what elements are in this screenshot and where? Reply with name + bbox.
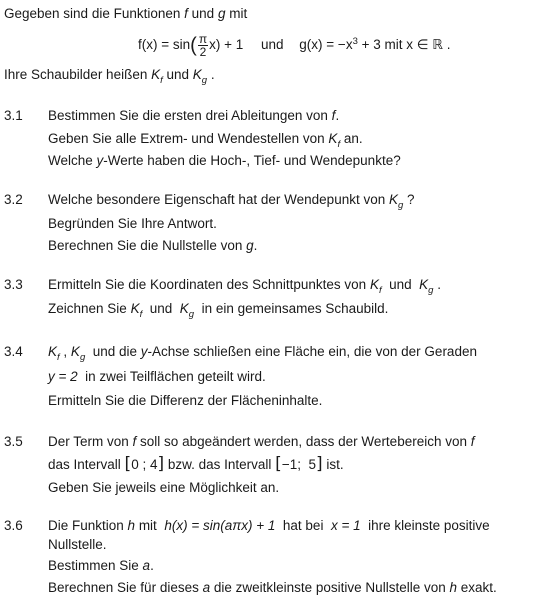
task-3-2-line-2: Begründen Sie Ihre Antwort.	[48, 216, 217, 231]
task-3-6-line-1: Die Funktion h mit h(x) = sin(aπx) + 1 hat bei x = 1 ihre kleinste positive	[48, 518, 490, 533]
task-3-2-line-3: Berechnen Sie die Nullstelle von g.	[48, 238, 258, 253]
task-3-6-line-3: Bestimmen Sie a.	[48, 558, 154, 573]
intro-line-1	[4, 6, 247, 22]
task-3-3-line-1: Ermitteln Sie die Koordinaten des Schnittpunktes von $K_f$ und $K_g$ .	[48, 277, 441, 296]
task-3-3-line-2: Zeichnen Sie $K_f$ und $K_g$ in ein gemeinsames Schaubild.	[48, 301, 389, 320]
task-3-5-line-3: Geben Sie jeweils eine Möglichkeit an.	[48, 480, 280, 495]
interval-1: 0 ; 4	[131, 457, 158, 472]
task-3-6-line-4: Berechnen Sie für dieses a die zweitkleinste positive Nullstelle von h exakt.	[48, 580, 497, 595]
task-3-1-line-2: Geben Sie alle Extrem- und Wendestellen von $K_f$ an.	[48, 131, 363, 150]
function-definitions: f(x) = sin( $\frac{\pi}{2}$ x) + 1 und $g(x) = -x^3 + 3$ mit x ∈ ℝ .	[138, 31, 451, 59]
task-number: 3.1	[4, 108, 23, 123]
f-definition: f(x) = sin	[138, 37, 191, 52]
task-3-5-line-2: das Intervall [0 ; 4] bzw. das Intervall [−1; 5] ist.	[48, 454, 344, 474]
task-number: 3.5	[4, 434, 23, 449]
task-3-1-line-3: Welche y-Werte haben die Hoch-, Tief- und Wendepunkte?	[48, 153, 401, 168]
task-3-4-line-3: Ermitteln Sie die Differenz der Flächeninhalte.	[48, 393, 323, 408]
g-definition-end: + 3 mit x ∈ ℝ .	[357, 37, 451, 52]
task-number: 3.3	[4, 277, 23, 292]
intro-text: Gegeben sind die Funktionen	[4, 6, 185, 21]
intro-line-3: Ihre Schaubilder heißen $K_f$ und $K_g$ .	[4, 67, 215, 86]
task-3-2-line-1: Welche besondere Eigenschaft hat der Wendepunkt von $K_g$ ?	[48, 192, 415, 211]
var-g: g	[217, 6, 226, 21]
task-number: 3.6	[4, 518, 23, 533]
task-3-4-line-1: $K_f$ , $K_g$ und die y-Achse schließen eine Fläche ein, die von der Geraden	[48, 344, 477, 363]
intro-text: mit	[225, 6, 248, 21]
intro-text: und	[187, 6, 218, 21]
task-3-5-line-1: Der Term von f soll so abgeändert werden, dass der Wertebereich von f	[48, 434, 475, 449]
task-3-4-line-2: y = 2 in zwei Teilflächen geteilt wird.	[48, 369, 266, 384]
g-definition: g(x) = −x	[299, 37, 353, 52]
f-definition-end: x) + 1	[209, 37, 244, 52]
task-number: 3.4	[4, 344, 23, 359]
task-3-1-line-1: Bestimmen Sie die ersten drei Ableitungen von f.	[48, 108, 340, 123]
task-3-6-line-2: Nullstelle.	[48, 537, 107, 552]
paren-open: (	[190, 34, 197, 57]
var-f: f	[184, 6, 188, 21]
task-number: 3.2	[4, 192, 23, 207]
pi-half-fraction: $\frac{\pi}{2}$	[198, 31, 208, 59]
interval-2: −1; 5	[281, 457, 316, 472]
